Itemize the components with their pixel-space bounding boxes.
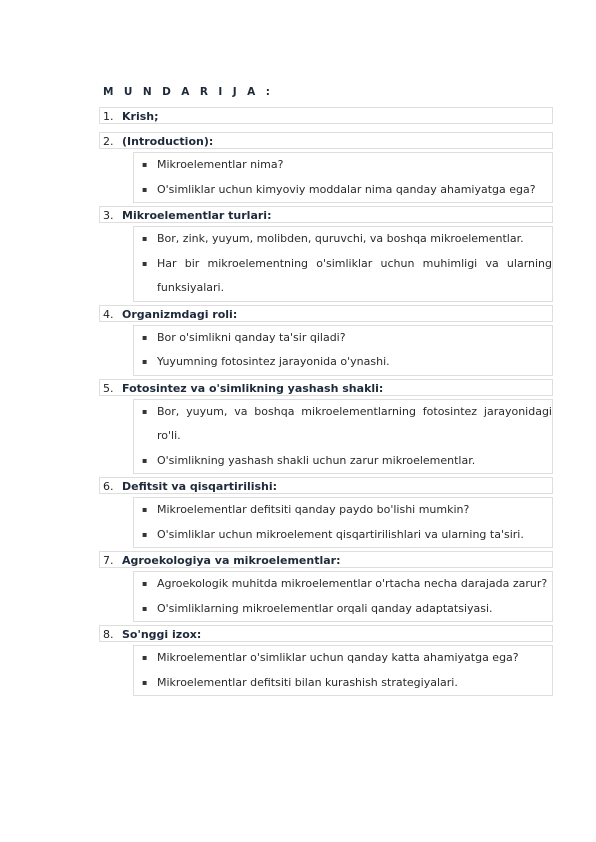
toc-subsection-list: [133, 226, 553, 302]
list-item: [134, 449, 552, 474]
bullet-icon: ▪: [142, 234, 148, 243]
toc-section-4: [99, 305, 553, 322]
toc-section-5: [99, 379, 553, 396]
section-number: 1.: [103, 110, 114, 123]
section-number: 2.: [103, 135, 114, 148]
list-item-text: Mikroelementlar defitsiti qanday paydo bo'lishi mumkin?: [157, 503, 470, 516]
list-item-text: O'simliklar uchun mikroelement qisqartirilishlari va ularning ta'siri.: [157, 527, 524, 541]
toc-section-2: [99, 132, 553, 149]
list-item-text: O'simlikning yashash shakli uchun zarur mikroelementlar.: [157, 453, 476, 467]
list-item: [134, 597, 552, 622]
section-number: 5.: [103, 381, 114, 395]
toc-subsection-list: [133, 571, 553, 622]
list-item-text: O'simliklarning mikroelementlar orqali qanday adaptatsiyasi.: [157, 601, 493, 615]
list-item-text: Bor o'simlikni qanday ta'sir qiladi?: [157, 330, 346, 344]
list-item: [134, 227, 552, 252]
toc-subsection-list: [133, 497, 553, 548]
section-number: 3.: [103, 209, 114, 222]
list-item-text: Bor, yuyum, va boshqa mikroelementlarning fotosintez jarayonidagi ro'li.: [157, 404, 552, 442]
bullet-icon: ▪: [142, 529, 148, 539]
list-item: [134, 252, 552, 301]
section-title: So'nggi izox:: [122, 628, 202, 641]
bullet-icon: ▪: [142, 505, 148, 514]
list-item-text: Yuyumning fotosintez jarayonida o'ynashi.: [157, 355, 390, 368]
toc-section-8: [99, 625, 553, 642]
bullet-icon: ▪: [142, 184, 148, 194]
list-item: [134, 350, 552, 375]
toc-subsection-list: [133, 399, 553, 475]
list-item-text: Mikroelementlar defitsiti bilan kurashish strategiyalari.: [157, 675, 458, 689]
section-title: Organizmdagi roli:: [122, 307, 238, 321]
bullet-icon: ▪: [142, 357, 148, 366]
list-item: [134, 326, 552, 351]
section-number: 7.: [103, 554, 114, 567]
bullet-icon: ▪: [142, 406, 148, 416]
bullet-icon: ▪: [142, 579, 148, 588]
list-item: [134, 178, 552, 203]
list-item-text: Mikroelementlar o'simliklar uchun qanday katta ahamiyatga ega?: [157, 651, 519, 664]
section-title: Mikroelementlar turlari:: [122, 209, 272, 222]
toc-section-3: [99, 206, 553, 223]
section-title: (Introduction):: [122, 135, 214, 148]
list-item: [134, 523, 552, 548]
toc-section-7: [99, 551, 553, 568]
bullet-icon: ▪: [142, 653, 148, 662]
bullet-icon: ▪: [142, 677, 148, 687]
section-title: Defitsit va qisqartirilishi:: [122, 480, 278, 493]
list-item: [134, 671, 552, 696]
bullet-icon: ▪: [142, 160, 148, 169]
list-item: [134, 498, 552, 523]
section-number: 4.: [103, 307, 114, 321]
list-item-text: Mikroelementlar nima?: [157, 158, 284, 171]
list-item: [134, 646, 552, 671]
bullet-icon: ▪: [142, 603, 148, 613]
list-item-text: Agroekologik muhitda mikroelementlar o'rtacha necha darajada zarur?: [157, 577, 548, 590]
section-title: Fotosintez va o'simlikning yashash shakli:: [122, 381, 384, 395]
list-item-text: O'simliklar uchun kimyoviy moddalar nima qanday ahamiyatga ega?: [157, 182, 536, 196]
list-item-text: Har bir mikroelementning o'simliklar uchun muhimligi va ularning funksiyalari.: [157, 256, 552, 294]
bullet-icon: ▪: [142, 455, 148, 465]
toc-section-1: [99, 107, 553, 124]
section-title: Agroekologiya va mikroelementlar:: [122, 554, 341, 567]
section-title: Krish;: [122, 110, 159, 123]
toc-section-6: [99, 477, 553, 494]
list-item: [134, 572, 552, 597]
page-title: M U N D A R I J A :: [103, 86, 274, 98]
bullet-icon: ▪: [142, 332, 148, 342]
section-number: 8.: [103, 628, 114, 641]
list-item-text: Bor, zink, yuyum, molibden, quruvchi, va boshqa mikroelementlar.: [157, 232, 524, 245]
toc-subsection-list: [133, 152, 553, 203]
list-item: [134, 153, 552, 178]
toc-subsection-list: [133, 645, 553, 696]
list-item: [134, 400, 552, 449]
toc-subsection-list: [133, 325, 553, 376]
bullet-icon: ▪: [142, 258, 148, 268]
table-of-contents: [0, 107, 596, 699]
section-number: 6.: [103, 480, 114, 493]
